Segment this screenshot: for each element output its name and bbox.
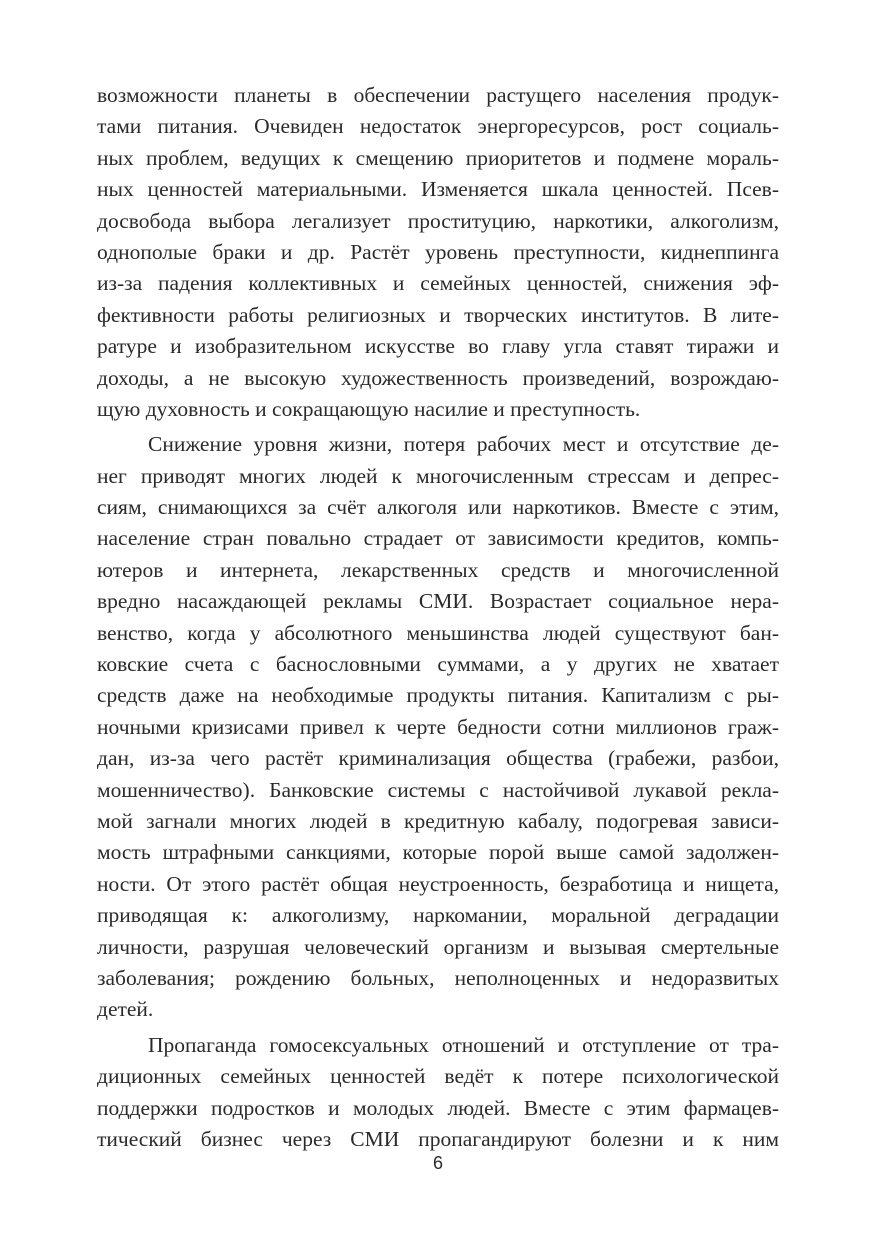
text-line: население стран повально страдает от зависимости кредитов, компь- <box>97 526 779 551</box>
text-line: мость штрафными санкциями, которые порой выше самой задолжен- <box>97 840 779 865</box>
text-line: щую духовность и сокращающую насилие и преступность. <box>97 396 641 421</box>
text-line: возможности планеты в обеспечении растущего населения продук- <box>97 83 779 107</box>
text-line: из-за падения коллективных и семейных ценностей, снижения эф- <box>97 271 779 296</box>
paragraph-3 <box>97 1030 779 1156</box>
text-line: заболевания; рождению больных, неполноценных и недоразвитых <box>97 965 779 990</box>
text-line: детей. <box>97 997 154 1022</box>
text-line: Снижение уровня жизни, потеря рабочих мест и отсутствие де- <box>148 432 779 457</box>
text-line: ночными кризисами привел к черте бедности сотни миллионов граж- <box>97 714 779 739</box>
text-line: ности. От этого растёт общая неустроенность, безработица и нищета, <box>97 871 779 896</box>
text-line: средств даже на необходимые продукты питания. Капитализм с ры- <box>97 683 779 708</box>
text-line: досвобода выбора легализует проституцию, наркотики, алкоголизм, <box>97 208 779 233</box>
text-line: приводящая к: алкоголизму, наркомании, моральной деградации <box>97 903 779 928</box>
text-line: однополые браки и др. Растёт уровень преступности, киднеппинга <box>97 239 779 264</box>
text-line: венство, когда у абсолютного меньшинства людей существуют бан- <box>97 620 779 645</box>
text-line: фективности работы религиозных и творческих институтов. В лите- <box>97 302 779 327</box>
text-line: доходы, а не высокую художественность произведений, возрождаю- <box>97 365 779 390</box>
text-line: ных ценностей материальными. Изменяется шкала ценностей. Псев- <box>97 177 779 202</box>
text-line: вредно насаждающей рекламы СМИ. Возрастает социальное нера- <box>97 589 779 614</box>
text-line: мошенничество). Банковские системы с настойчивой лукавой рекла- <box>97 777 779 802</box>
text-line: личности, разрушая человеческий организм и вызывая смертельные <box>97 934 779 959</box>
text-line: дан, из-за чего растёт криминализация общества (грабежи, разбои, <box>97 746 779 771</box>
text-line: поддержки подростков и молодых людей. Вместе с этим фармацев- <box>97 1095 779 1120</box>
text-line: Пропаганда гомосексуальных отношений и отступление от тра- <box>148 1032 779 1057</box>
text-line: тический бизнес через СМИ пропагандируют болезни и к ним <box>97 1126 779 1151</box>
text-line: мой загнали многих людей в кредитную кабалу, подогревая зависи- <box>97 808 779 833</box>
paragraph-1 <box>97 80 779 425</box>
text-line: нег приводят многих людей к многочисленным стрессам и депрес- <box>97 463 779 488</box>
page-number: 6 <box>432 1153 443 1173</box>
text-line: диционных семейных ценностей ведёт к потере психологической <box>97 1064 779 1089</box>
text-line: ковские счета с баснословными суммами, а у других не хватает <box>97 652 779 677</box>
page-body <box>97 80 779 1159</box>
text-line: тами питания. Очевиден недостаток энергоресурсов, рост социаль- <box>97 114 779 139</box>
text-line: ных проблем, ведущих к смещению приоритетов и подмене мораль- <box>97 145 779 170</box>
paragraph-2 <box>97 429 779 1025</box>
text-line: ютеров и интернета, лекарственных средств и многочисленной <box>97 557 779 582</box>
text-line: ратуре и изобразительном искусстве во главу угла ставят тиражи и <box>97 334 779 359</box>
text-line: сиям, снимающихся за счёт алкоголя или наркотиков. Вместе с этим, <box>97 495 779 520</box>
